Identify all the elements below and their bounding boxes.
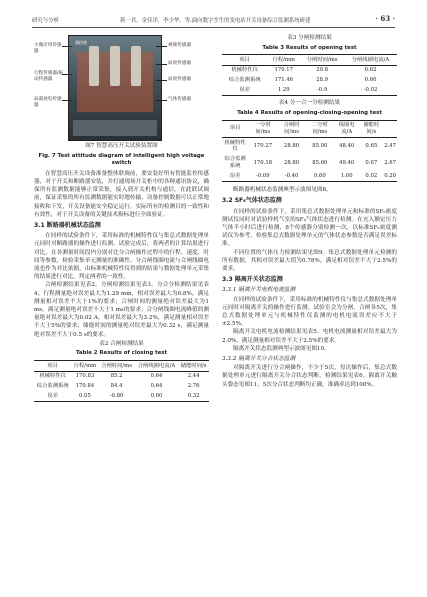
table-cell: 0.60 [364, 77, 377, 84]
table-cell: 机械特性仪 [39, 373, 66, 380]
paragraph: 在智慧高压开关设备准备整体联调前，要安装好所有智能监控传感器，对于开关和断路器安装，并打通现场开关柜中的各种通讯协议，确保所有监测数据能够正常采集，接入到开关机构与通信，在此联试调前，保证采集的所有监测数据能实时地传输，设备控制数据可以正常地接收和下发，开关设备能安全稳定运行，实际所有的检测目的一致性和有效性，对于开关设备的关键技术指标进行全面验证。 [34, 170, 209, 218]
table-header: 行程/mm [272, 56, 295, 63]
table-row [34, 371, 209, 381]
table-header: 二分时间/ms [311, 122, 328, 135]
callout-left-3: 局部放电传感器 [34, 97, 62, 108]
table-cell: -0.02 [363, 87, 378, 94]
subsection-heading-3-3-1: 3.3.1 隔离开关电机电流监测 [222, 287, 296, 294]
table-cell: 84.4 [110, 383, 123, 390]
page-number: · 63 · [375, 14, 395, 23]
table-cell: 机械特性仪 [231, 67, 258, 74]
table-2 [34, 360, 209, 402]
insulator-shape [131, 46, 141, 86]
table-3-caption-cn: 表3 分闸检测结果 [287, 35, 332, 41]
table-cell: 2.44 [187, 373, 200, 380]
paragraph: 在同样的试验条件下，采用集总式数据处理单元和标准的SF₆密度测试仪同时对试验样机气室的SF₆气体状态进行检测。在充入额定压力气体半小时后进行检测，8个传感器分别检测一次，以标准SF₆密度测试仪为参考，检验集总式数据处理单元的气体状态参数是否满足误差标准。 [222, 208, 397, 248]
table-cell: 综合监测系统 [224, 156, 246, 170]
base-shape [73, 120, 157, 136]
table-cell: 85.00 [312, 143, 328, 150]
callout-right-4: 气体传感器 [168, 97, 191, 102]
table-cell: 0.65 [365, 143, 378, 150]
table-cell: 0.64 [150, 383, 163, 390]
paragraph: 合闸检测结果见表2。分闸检测结果见表3。分合分检测结果见表4。行程测量绝对误差最大为1.29 mm，相对误差最大为0.8%，满足测量相对误差不大于1%的要求；合闸时间的测量绝对误差最大为1 ms，满足测量绝对误差不大于1 ms的要求；合分闸线圈电流峰值的测量绝对误差最大为0.02 A，相对误差最大为3.2%，满足测量相对误差不大于5%的要求；储能时间的测量绝对误差最大为0.32 s，满足测量绝对误差不大于0.5 s的要求。 [34, 282, 209, 338]
table-row [222, 155, 397, 172]
table-cell: 29.8 [316, 67, 329, 74]
paragraph: 断路器机械状态监测典型示波图见图8。 [233, 187, 332, 194]
table-cell: -0.80 [109, 392, 124, 399]
table-cell: 170.18 [253, 159, 273, 166]
table-cell: 机械特性仪 [224, 139, 246, 153]
leader-line [156, 80, 167, 81]
table-row [34, 382, 209, 392]
table-header: 合闸时间/ms [101, 362, 132, 369]
table-cell: 28.9 [316, 77, 329, 84]
table-cell: -0.9 [317, 87, 328, 94]
table-cell: 85.2 [110, 373, 123, 380]
callout-right-2: 局放传感器 [168, 61, 191, 66]
table-header: 项目 [47, 362, 58, 369]
leader-line [62, 74, 72, 75]
table-cell: 0.05 [79, 392, 91, 399]
table-cell: 2.76 [187, 383, 200, 390]
leader-line [156, 64, 167, 65]
leader-line [156, 100, 167, 101]
paragraph: 隔离开关状态监测典型示波图见图10。 [233, 345, 330, 352]
table-cell: 171.46 [274, 77, 294, 84]
table-cell: 1.00 [340, 172, 353, 179]
paragraph: 在同样的试验条件下，采用标准的机械特性仪与集总式数据处理单元同时对隔离开关的操作进行监测。试验室会为分闸、合闸各5次，集总式数据处理单元与机械特性仪监测的电机电流误差应不大于±2.5%。 [222, 296, 397, 328]
table-4-caption-cn: 表4 分一合一分检测结果 [278, 100, 341, 107]
table-cell: 48.40 [339, 143, 355, 150]
table-4 [222, 120, 397, 183]
left-column [34, 33, 209, 406]
table-row [222, 76, 397, 86]
running-title: 蒋一君，金佳洋，李少华，等.面向数字孪生的变电站开关设备综合监测系统研建 [120, 18, 311, 24]
table-cell: 1.29 [277, 87, 290, 94]
table-cell: -0.40 [284, 172, 299, 179]
paragraph: 不同位置的气体压力检测结果见图9。集总式数据处理单元检测的所有数据，其相对误差最大值为0.78%，满足相对误差不大于2.5%的要求。 [222, 249, 397, 272]
figure-7-caption-cn: 图7 智慧高压开关试验装置图 [85, 143, 158, 149]
table-header: 项目 [239, 56, 250, 63]
table-cell: 误差 [47, 392, 58, 399]
table-cell: 170.83 [75, 373, 95, 380]
table-3 [222, 54, 397, 96]
table-cell: 170.17 [274, 67, 294, 74]
table-2-caption-en: Table 2 Results of closing test [75, 350, 168, 357]
leader-line [62, 100, 72, 101]
table-cell: 2.67 [384, 159, 396, 166]
table-cell: 170.27 [253, 143, 273, 150]
table-header: 线圈电流/A [338, 122, 355, 135]
table-cell: 85.60 [312, 159, 328, 166]
table-cell: 综合监测系统 [36, 383, 69, 390]
table-header: 合闸时间/ms [283, 122, 300, 135]
table-cell: 误差 [229, 172, 241, 179]
table-cell: 2.47 [384, 143, 396, 150]
table-cell: 49.40 [339, 159, 355, 166]
table-header: 分闸时间/ms [306, 56, 338, 63]
table-cell: 0.00 [150, 392, 163, 399]
table-row [222, 86, 397, 96]
leader-line [156, 46, 167, 47]
callout-left-1: 小微应用传感器 [34, 43, 62, 54]
table-cell: -0.09 [256, 172, 270, 179]
section-heading-3-1: 3.1 断路器机械状态监测 [34, 222, 101, 229]
callout-right-1: 视频传感器 [168, 43, 191, 48]
table-cell: 28.80 [284, 143, 300, 150]
page-header [32, 14, 395, 26]
table-row [34, 391, 209, 401]
table-cell: 0.62 [364, 67, 377, 74]
table-cell: 综合监测系统 [228, 77, 261, 84]
subsection-heading-3-3-2: 3.3.2 隔离开关分合状态监测 [222, 356, 296, 362]
right-column [222, 33, 397, 389]
table-cell: 0.67 [365, 159, 378, 166]
table-cell: 0.60 [313, 172, 326, 179]
table-cell: 170.84 [75, 383, 95, 390]
journal-section: 研究与分析 [32, 18, 59, 24]
section-heading-3-3: 3.3 隔离开关状态监测 [222, 276, 283, 284]
table-2-caption-cn: 表2 合闸检测结果 [99, 340, 144, 347]
section-heading-3-2: 3.2 SF₆气体状态监测 [222, 197, 282, 205]
paragraph: 对隔离开关进行分合闸操作，不少于5次，每次操作后，集总式数据处理单元进行隔离开关分合状态判断，检测结果见表6。隔离开关触头姿态见图11，5次分合状态判断均正确，准确率达到100%。 [222, 365, 397, 388]
header-rule [32, 27, 395, 28]
callout-right-3: 局放传感器 [168, 77, 191, 82]
photo-label: 测控箱 [75, 40, 87, 45]
table-cell: 误差 [239, 87, 250, 94]
table-row [222, 65, 397, 75]
table-cell: 0.20 [384, 172, 396, 179]
callout-left-2: 行程传感器/振动传感器 [34, 71, 64, 82]
insulator-shape [110, 46, 120, 86]
table-4-caption-en: Table 4 Results of opening-closing-opening test [237, 109, 382, 116]
table-header: 储能时间/s [363, 122, 380, 135]
table-header: 分闸线圈电流/A [351, 56, 390, 63]
table-header: 项目 [229, 125, 241, 132]
figure-7 [34, 33, 209, 141]
table-header: 储能时间/s [180, 362, 207, 369]
figure-7-caption-en: Fig. 7 Test attitude diagram of intelligent high voltage switch [38, 152, 205, 167]
table-row [222, 171, 397, 181]
table-cell: 0.64 [150, 373, 163, 380]
table-row [222, 138, 397, 155]
table-cell: 0.32 [187, 392, 200, 399]
table-cell: 28.80 [284, 159, 300, 166]
table-header: 合闸线圈电流/A [137, 362, 176, 369]
leader-line [62, 46, 72, 47]
paragraph: 隔离开关电机电流检测结果见表5。电机电流测量相对误差最大为2.0%，满足测量相对误差不大于2.5%的要求。 [222, 329, 397, 344]
insulator-shape [89, 46, 99, 86]
test-device-photo [68, 35, 162, 141]
table-header: 行程/mm [73, 362, 97, 369]
table-header: 一分时间/ms [254, 122, 271, 135]
table-3-caption-en: Table 3 Results of opening test [262, 44, 357, 51]
paragraph: 在同样的试验条件下，采用标准的机械特性仪与集总式数据处理单元同时对断路器的操作进行监测。试验完成后，将两者的计算结果进行对比，在各测量时间段内分别对比分合闸操作过程中的行程、速度、时间等参数，检验采集单元测量的准确性。分合闸线圈电流与合闸线圈电流也作为对比依据，由标准机械特性仪得到的结果与数据处理单元采集的结果进行对比，判定两者的一致性。 [34, 233, 209, 281]
table-cell: 0.02 [365, 172, 378, 179]
